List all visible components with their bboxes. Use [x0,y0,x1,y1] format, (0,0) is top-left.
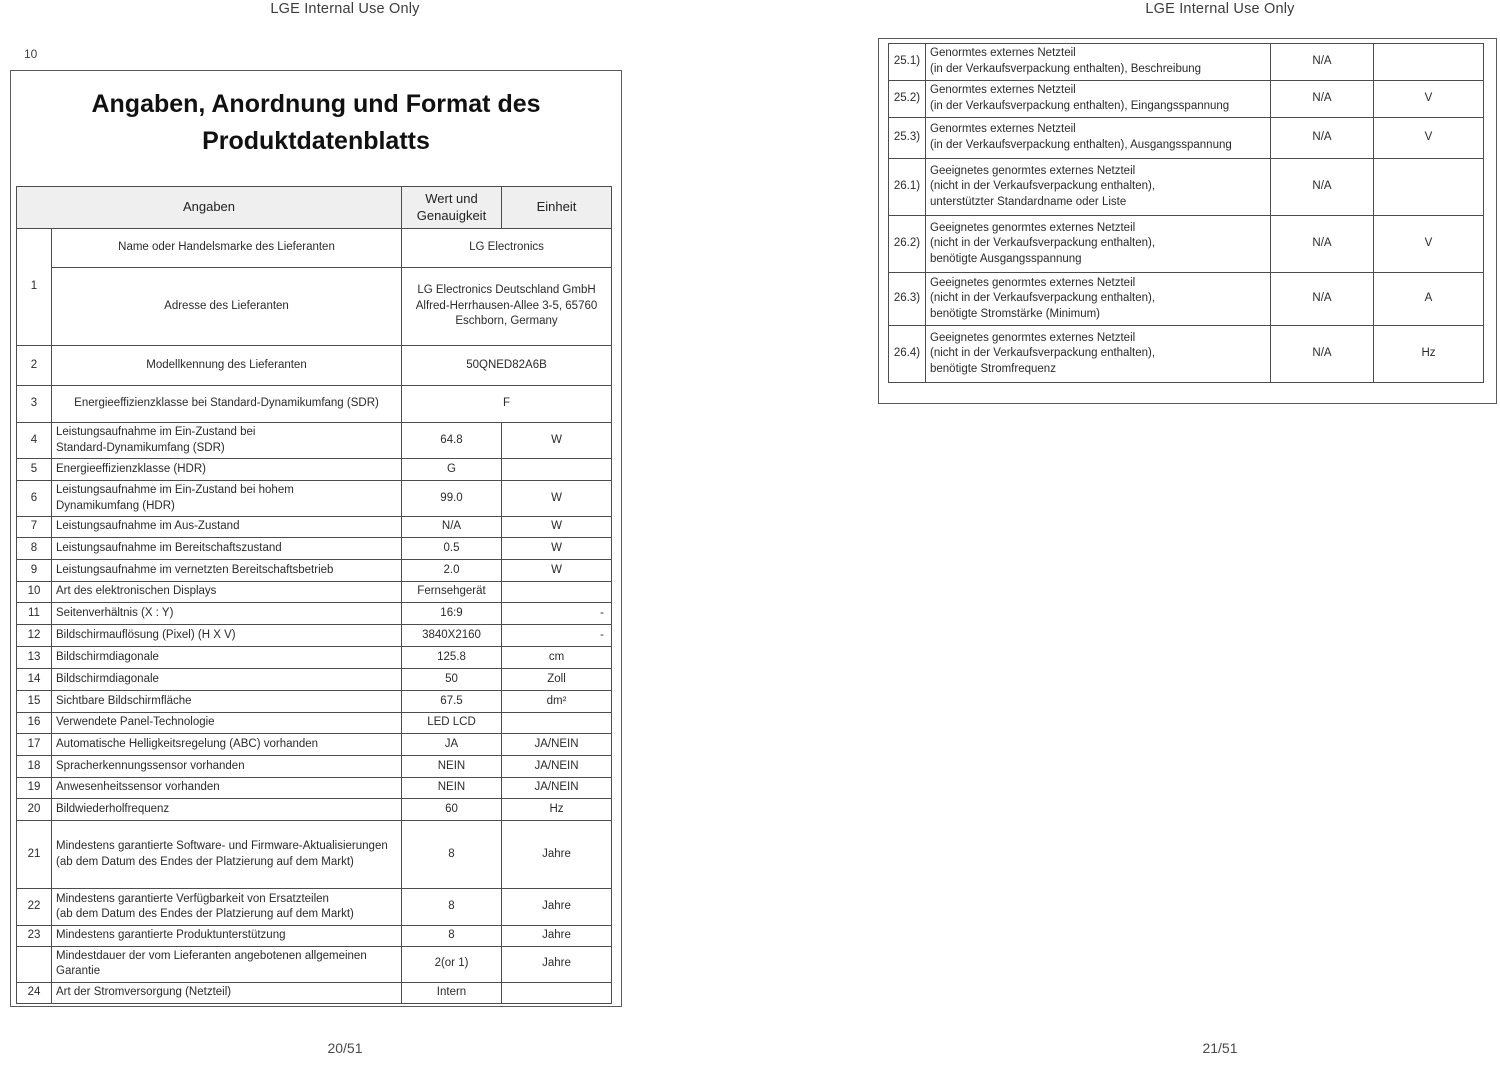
product-datasheet-table-right [888,43,1484,383]
row-value-cell: 8 [402,889,502,926]
row-value-cell: 16:9 [402,603,502,625]
row-value-cell: G [402,459,502,481]
row-label-cell: Sichtbare Bildschirmfläche [52,691,402,713]
table-row [17,268,612,346]
row-label-cell: Leistungsaufnahme im Bereitschaftszustand [52,538,402,560]
table-row [889,159,1484,216]
row-label-cell: Spracherkennungssensor vorhanden [52,756,402,778]
row-value-cell: NEIN [402,756,502,778]
row-label-cell: Leistungsaufnahme im vernetzten Bereitschaftsbetrieb [52,560,402,582]
table-row [17,582,612,603]
row-unit-cell: V [1374,118,1484,159]
row-number-cell: 4 [17,423,52,459]
row-number-cell: 26.4) [889,326,926,383]
table-row [17,603,612,625]
table-row [17,713,612,734]
row-label-cell: Geeignetes genormtes externes Netzteil (nicht in der Verkaufsverpackung enthalten), unterstützter Standardname oder Liste [926,159,1271,216]
page-number-right: 21/51 [1202,1040,1238,1056]
row-unit-cell: Jahre [502,926,612,947]
table-row [17,821,612,889]
table-row [889,273,1484,326]
row-number-cell [17,946,52,982]
table-row [17,669,612,691]
row-label-cell: Anwesenheitssensor vorhanden [52,778,402,799]
row-value-cell: LG Electronics Deutschland GmbH Alfred-Herrhausen-Allee 3-5, 65760 Eschborn, Germany [402,268,612,346]
row-value-cell: NEIN [402,778,502,799]
row-label-cell: Seitenverhältnis (X : Y) [52,603,402,625]
row-unit-cell: V [1374,216,1484,273]
product-datasheet-table-left [16,186,612,1004]
page-number-left: 20/51 [327,1040,363,1056]
row-label-cell: Geeignetes genormtes externes Netzteil (nicht in der Verkaufsverpackung enthalten), benötigte Stromfrequenz [926,326,1271,383]
row-label-cell: Verwendete Panel-Technologie [52,713,402,734]
row-number-cell: 12 [17,625,52,647]
row-value-cell: 50 [402,669,502,691]
table-row [17,647,612,669]
row-number-cell: 1 [17,229,52,346]
column-header-einheit: Einheit [502,187,612,229]
row-value-cell: F [402,386,612,423]
row-value-cell: 60 [402,799,502,821]
row-unit-cell: dm² [502,691,612,713]
row-unit-cell: Jahre [502,946,612,982]
datasheet-title-line1: Angaben, Anordnung und Format des [91,90,541,118]
row-label-cell: Bildschirmdiagonale [52,669,402,691]
row-unit-cell: - [502,625,612,647]
table-row [17,538,612,560]
row-number-cell: 2 [17,346,52,386]
row-value-cell: LED LCD [402,713,502,734]
table-row [17,889,612,926]
confidentiality-header-left: LGE Internal Use Only [270,1,420,17]
row-label-cell: Mindestdauer der vom Lieferanten angebotenen allgemeinen Garantie [52,946,402,982]
table-row [17,423,612,459]
row-value-cell: N/A [402,517,502,538]
row-unit-cell [1374,44,1484,81]
row-number-cell: 9 [17,560,52,582]
row-value-cell: N/A [1271,44,1374,81]
table-row [17,946,612,982]
row-number-cell: 23 [17,926,52,947]
row-unit-cell: - [502,603,612,625]
section-page-marker: 10 [24,47,38,61]
table-row [889,216,1484,273]
datasheet-title [10,86,622,160]
row-unit-cell: V [1374,81,1484,118]
row-label-cell: Adresse des Lieferanten [52,268,402,346]
row-number-cell: 25.2) [889,81,926,118]
table-row [889,44,1484,81]
row-value-cell: 67.5 [402,691,502,713]
row-value-cell: LG Electronics [402,229,612,268]
row-number-cell: 25.3) [889,118,926,159]
row-number-cell: 20 [17,799,52,821]
row-value-cell: 50QNED82A6B [402,346,612,386]
row-value-cell: Fernsehgerät [402,582,502,603]
row-unit-cell: W [502,538,612,560]
row-value-cell: 2.0 [402,560,502,582]
row-unit-cell [502,713,612,734]
row-label-cell: Bildschirmauflösung (Pixel) (H X V) [52,625,402,647]
row-label-cell: Genormtes externes Netzteil (in der Verkaufsverpackung enthalten), Eingangsspannung [926,81,1271,118]
row-number-cell: 5 [17,459,52,481]
row-value-cell: 64.8 [402,423,502,459]
row-value-cell: N/A [1271,81,1374,118]
row-value-cell: 3840X2160 [402,625,502,647]
row-value-cell: 0.5 [402,538,502,560]
table-header-row [17,187,612,229]
table-row [889,118,1484,159]
table-row [17,778,612,799]
row-number-cell: 13 [17,647,52,669]
row-unit-cell: Zoll [502,669,612,691]
row-number-cell: 14 [17,669,52,691]
row-label-cell: Genormtes externes Netzteil (in der Verkaufsverpackung enthalten), Ausgangsspannung [926,118,1271,159]
row-unit-cell: W [502,560,612,582]
confidentiality-header-right: LGE Internal Use Only [1145,1,1295,17]
row-number-cell: 25.1) [889,44,926,81]
row-number-cell: 16 [17,713,52,734]
row-label-cell: Modellkennung des Lieferanten [52,346,402,386]
row-number-cell: 7 [17,517,52,538]
row-label-cell: Genormtes externes Netzteil (in der Verkaufsverpackung enthalten), Beschreibung [926,44,1271,81]
row-label-cell: Bildwiederholfrequenz [52,799,402,821]
row-unit-cell: Hz [1374,326,1484,383]
row-number-cell: 17 [17,734,52,756]
row-value-cell: 99.0 [402,481,502,517]
row-value-cell: N/A [1271,273,1374,326]
row-number-cell: 26.3) [889,273,926,326]
column-header-angaben: Angaben [17,187,402,229]
row-number-cell: 10 [17,582,52,603]
row-label-cell: Leistungsaufnahme im Ein-Zustand bei hohem Dynamikumfang (HDR) [52,481,402,517]
table-row [17,625,612,647]
row-label-cell: Name oder Handelsmarke des Lieferanten [52,229,402,268]
row-value-cell: N/A [1271,159,1374,216]
row-unit-cell [1374,159,1484,216]
row-label-cell: Geeignetes genormtes externes Netzteil (nicht in der Verkaufsverpackung enthalten), benötigte Ausgangsspannung [926,216,1271,273]
row-value-cell: JA [402,734,502,756]
row-value-cell: 8 [402,926,502,947]
row-number-cell: 22 [17,889,52,926]
table-row [17,560,612,582]
table-row [17,926,612,947]
row-label-cell: Art des elektronischen Displays [52,582,402,603]
table-row [17,691,612,713]
row-unit-cell [502,459,612,481]
row-unit-cell: W [502,481,612,517]
row-label-cell: Energieeffizienzklasse bei Standard-Dynamikumfang (SDR) [52,386,402,423]
table-row [17,386,612,423]
row-label-cell: Mindestens garantierte Software- und Firmware-Aktualisierungen (ab dem Datum des Endes der Platzierung auf dem Markt) [52,821,402,889]
row-unit-cell: A [1374,273,1484,326]
row-label-cell: Bildschirmdiagonale [52,647,402,669]
table-row [17,481,612,517]
table-row [17,229,612,268]
row-value-cell: N/A [1271,118,1374,159]
row-label-cell: Leistungsaufnahme im Ein-Zustand bei Standard-Dynamikumfang (SDR) [52,423,402,459]
row-number-cell: 6 [17,481,52,517]
row-value-cell: 2(or 1) [402,946,502,982]
row-label-cell: Geeignetes genormtes externes Netzteil (nicht in der Verkaufsverpackung enthalten), benötigte Stromstärke (Minimum) [926,273,1271,326]
row-label-cell: Mindestens garantierte Produktunterstützung [52,926,402,947]
row-unit-cell: W [502,423,612,459]
row-number-cell: 26.1) [889,159,926,216]
row-number-cell: 21 [17,821,52,889]
row-number-cell: 15 [17,691,52,713]
row-label-cell: Automatische Helligkeitsregelung (ABC) vorhanden [52,734,402,756]
row-number-cell: 11 [17,603,52,625]
row-value-cell: 8 [402,821,502,889]
table-row [889,81,1484,118]
table-row [17,517,612,538]
table-row [889,326,1484,383]
row-value-cell: N/A [1271,326,1374,383]
table-row [17,756,612,778]
row-unit-cell: Hz [502,799,612,821]
row-unit-cell: JA/NEIN [502,778,612,799]
table-row [17,459,612,481]
table-row [17,734,612,756]
row-unit-cell: Jahre [502,889,612,926]
table-row [17,346,612,386]
table-row [17,799,612,821]
row-unit-cell: cm [502,647,612,669]
row-value-cell: N/A [1271,216,1374,273]
row-label-cell: Art der Stromversorgung (Netzteil) [52,982,402,1003]
row-value-cell: 125.8 [402,647,502,669]
row-label-cell: Mindestens garantierte Verfügbarkeit von Ersatzteilen (ab dem Datum des Endes der Platzierung auf dem Markt) [52,889,402,926]
row-unit-cell: W [502,517,612,538]
row-unit-cell: JA/NEIN [502,734,612,756]
row-value-cell: Intern [402,982,502,1003]
table-row [17,982,612,1003]
row-number-cell: 18 [17,756,52,778]
row-number-cell: 26.2) [889,216,926,273]
row-number-cell: 3 [17,386,52,423]
row-label-cell: Energieeffizienzklasse (HDR) [52,459,402,481]
row-unit-cell [502,582,612,603]
column-header-wert: Wert und Genauigkeit [402,187,502,229]
row-label-cell: Leistungsaufnahme im Aus-Zustand [52,517,402,538]
row-unit-cell: Jahre [502,821,612,889]
row-number-cell: 24 [17,982,52,1003]
row-number-cell: 19 [17,778,52,799]
datasheet-title-line2: Produktdatenblatts [202,127,430,155]
row-unit-cell [502,982,612,1003]
row-unit-cell: JA/NEIN [502,756,612,778]
row-number-cell: 8 [17,538,52,560]
